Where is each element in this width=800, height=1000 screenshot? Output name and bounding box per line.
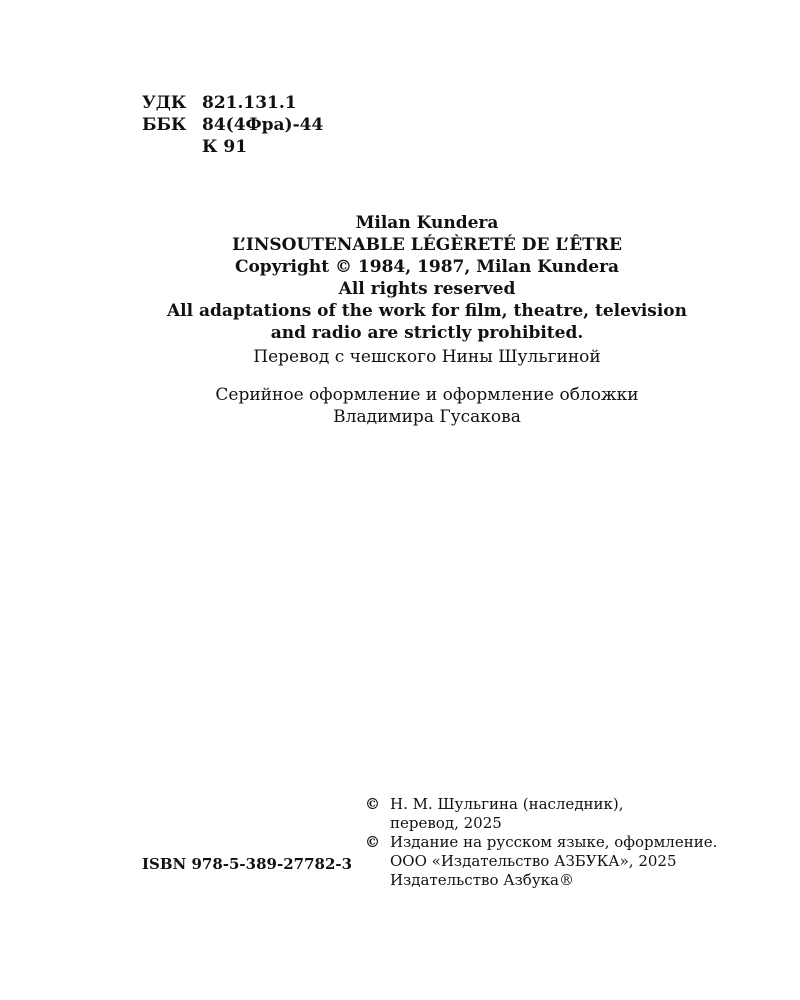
edition-copyright-line-2: ООО «Издательство АЗБУКА», 2025: [390, 852, 677, 870]
copyright-symbol: ©: [365, 833, 380, 851]
translation-copyright: [365, 795, 717, 833]
copyright-line: Copyright © 1984, 1987, Milan Kundera: [234, 257, 620, 277]
adaptations-line-2: and radio are strictly prohibited.: [270, 323, 584, 343]
edition-copyright: [365, 833, 717, 890]
original-title: L’INSOUTENABLE LÉGÈRETÉ DE L’ÊTRE: [232, 235, 622, 255]
translation-copyright-line-2: перевод, 2025: [390, 814, 502, 832]
udk-value: 821.131.1: [202, 93, 297, 113]
design-line-1: Серийное оформление и оформление обложки: [215, 385, 639, 405]
publisher-imprint: Издательство Азбука®: [390, 871, 574, 889]
translator-line: Перевод с чешского Нины Шульгиной: [253, 347, 601, 367]
credits-block: [0, 212, 800, 344]
udk-row: [142, 92, 323, 114]
bbk-label: ББК: [142, 115, 187, 135]
classification-block: [142, 92, 323, 158]
isbn: ISBN 978-5-389-27782-3: [142, 855, 353, 873]
author-mark: К 91: [202, 137, 248, 157]
rights-line: All rights reserved: [338, 279, 516, 299]
bbk-row: [142, 114, 323, 136]
translator-credit: [0, 346, 800, 368]
edition-copyright-line-1: Издание на русском языке, оформление.: [390, 833, 718, 851]
copyright-notices: [365, 795, 717, 890]
author-name: Milan Kundera: [355, 213, 499, 233]
design-line-2: Владимира Гусакова: [333, 407, 521, 427]
udk-label: УДК: [142, 93, 187, 113]
translation-copyright-line-1: Н. М. Шульгина (наследник),: [390, 795, 624, 813]
design-credit: [0, 384, 800, 428]
adaptations-line-1: All adaptations of the work for film, theatre, television: [166, 301, 688, 321]
bbk-value: 84(4Фра)-44: [202, 115, 324, 135]
copyright-symbol: ©: [365, 795, 380, 813]
